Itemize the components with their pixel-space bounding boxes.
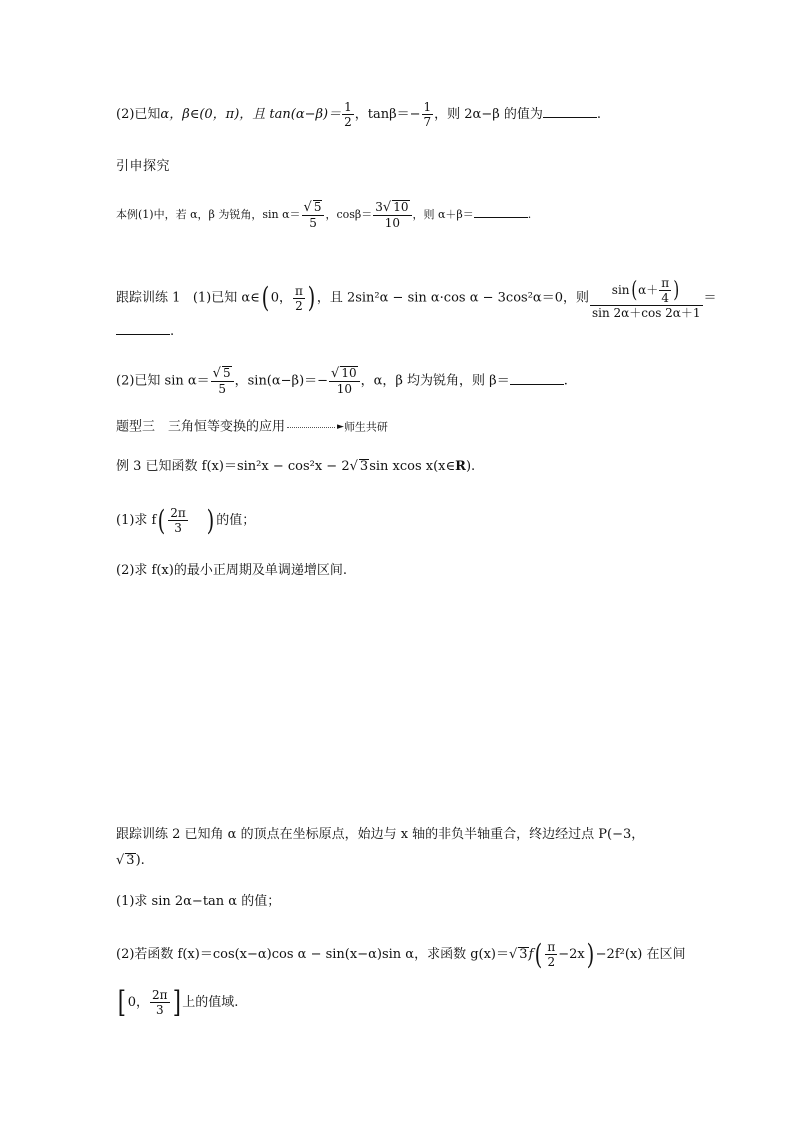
track1-eq: ＝ <box>703 290 717 306</box>
track2-q2-a: (2)若函数 f(x)＝cos(x−α)cos α − sin(x−α)sin α，求函数 g(x)＝ <box>116 947 509 962</box>
ex3-q1-den: 3 <box>174 521 182 535</box>
right-paren: ) <box>207 503 215 537</box>
track2-q2-minus2x: −2x <box>558 947 585 962</box>
track2-q2-c: 上的值域. <box>182 995 239 1010</box>
track1-q2-sqrt5: 5 <box>222 366 231 380</box>
q2-label: (2)已知 <box>116 107 161 122</box>
track1-q2-end: . <box>563 373 568 389</box>
track1-q2-den10: 10 <box>336 382 352 396</box>
track2-q2-pi: π <box>547 940 556 954</box>
track2-q2-f: f <box>528 947 534 962</box>
track1-den: sin 2α＋cos 2α＋1 <box>591 306 701 320</box>
track1-q2-den5: 5 <box>218 382 226 396</box>
ext-text-b: ，cosβ＝ <box>325 208 373 221</box>
q2-text-a: α，β∈(0，π)，且 tan(α−β)＝ <box>160 107 342 122</box>
left-bracket: [ <box>117 984 126 1020</box>
track1-end: . <box>170 324 175 339</box>
example-3-question-2: (2)求 f(x)的最小正周期及单调递增区间. <box>116 563 347 578</box>
topic3-label: 题型三 三角恒等变换的应用 <box>116 419 286 435</box>
right-paren: ) <box>307 281 316 314</box>
track1-num-4: 4 <box>661 291 669 305</box>
track-training-2-cont: √ 3). <box>116 853 145 868</box>
track1-text-a: (1)已知 α∈ <box>192 290 260 306</box>
example-3-question-1 <box>116 503 256 537</box>
ext-den5: 5 <box>309 216 317 230</box>
ex3-b: sin xcos x(x∈ <box>369 459 456 474</box>
ext-sqrt5: 5 <box>313 200 322 214</box>
track1-q2-fraction-1: $\frac{√ 5}{5}$ <box>211 366 234 396</box>
track1-pi: π <box>294 283 303 298</box>
q2-frac2-den: 7 <box>423 115 432 129</box>
extension-question <box>116 200 531 230</box>
track1-question-2 <box>116 366 568 396</box>
track1-pi-over-2 <box>293 284 305 313</box>
left-paren: ( <box>158 503 166 537</box>
dotted-leader <box>287 427 335 428</box>
track1-zero: 0， <box>270 290 292 306</box>
track1-text-b: ，且 2sin²α − sin α·cos α − 3cos²α＝0，则 <box>316 290 589 306</box>
track-training-2 <box>116 826 644 844</box>
ex3-q1-b: 的值； <box>216 513 256 528</box>
ext-text-a: 本例(1)中，若 α，β 为锐角，sin α＝ <box>116 208 301 221</box>
ext-sqrt10: 10 <box>393 200 409 214</box>
ext-text-c: ，则 α＋β＝ <box>412 208 474 221</box>
q2-frac2-num: 1 <box>423 100 432 114</box>
track1-label: 跟踪训练 1 <box>116 290 181 306</box>
track1-answer-line <box>116 322 174 341</box>
track2-sqrt: 3 <box>126 853 135 868</box>
track2-question-2-cont <box>116 984 239 1020</box>
q2-end: . <box>596 107 602 122</box>
ex3-sqrt: 3 <box>359 459 369 474</box>
answer-blank <box>510 372 564 385</box>
q2-fraction <box>342 100 354 129</box>
track2-q2-zero: 0， <box>127 995 149 1010</box>
track1-q2-sqrt10: 10 <box>341 366 357 380</box>
left-paren: ( <box>261 281 270 314</box>
example-3: 例 3 已知函数 f(x)＝sin²x − cos²x − 2√ 3sin xcos x(x∈R). <box>116 459 476 474</box>
track2-q2-num: 2π <box>152 988 168 1002</box>
track2-end: ). <box>135 853 145 868</box>
topic3-tag: 师生共研 <box>343 420 388 434</box>
track1-num-b: α＋ <box>638 283 659 297</box>
arrow-icon: ► <box>337 422 344 432</box>
ext-fraction-2: $\frac{3√ 10}{10}$ <box>373 200 411 230</box>
q2-text-c: ，则 2α−β 的值为 <box>434 107 543 122</box>
track1-num-pi: π <box>661 276 670 290</box>
track2-q2-pi-over-2 <box>545 940 557 969</box>
ex3-q1-num: 2π <box>170 506 186 520</box>
track2-q2-fraction <box>150 988 170 1017</box>
track1-big-fraction: sin(α＋ $\frac{\pi}{4}$ ) sin 2α＋cos 2α＋1 <box>591 276 701 320</box>
track2-a: 跟踪训练 2 已知角 α 的顶点在坐标原点，始边与 x 轴的非负半轴重合，终边经过点 P(−3， <box>116 827 645 842</box>
ext-fraction-1: $\frac{√ 5}{5}$ <box>302 200 325 230</box>
q2-text-b: ，tanβ＝− <box>354 107 421 122</box>
ex3-c: ). <box>465 459 476 474</box>
track2-question-2: (2)若函数 f(x)＝cos(x−α)cos α − sin(x−α)sin α，求函数 g(x)＝√ 3f( $\frac{\pi}{2}$ −2x) −2f²(x) 在区间 <box>116 937 686 971</box>
track2-question-1: (1)求 sin 2α−tan α 的值； <box>116 894 281 909</box>
extension-heading: 引申探究 <box>116 159 171 174</box>
answer-blank <box>543 105 597 118</box>
ex3-q1-a: (1)求 f <box>116 513 157 528</box>
question-2 <box>116 100 601 129</box>
right-bracket: ] <box>172 984 181 1020</box>
ex3-R: R <box>455 459 466 474</box>
answer-blank <box>116 322 170 335</box>
ext-coef: 3 <box>375 200 383 214</box>
track2-q2-den: 3 <box>155 1003 164 1017</box>
track2-q2-sqrt: 3 <box>519 947 528 962</box>
ext-end: . <box>527 208 532 221</box>
ex3-a: 例 3 已知函数 f(x)＝sin²x − cos²x − 2 <box>116 459 350 474</box>
ext-den10: 10 <box>384 216 401 230</box>
track2-q2-two: 2 <box>547 955 556 969</box>
track1-two: 2 <box>295 298 303 313</box>
ex3-q1-fraction <box>168 506 188 535</box>
track-training-1 <box>116 276 717 320</box>
q2-fraction-2 <box>422 100 434 129</box>
topic-3-heading <box>116 418 388 437</box>
q2-frac-den: 2 <box>344 115 352 129</box>
track2-q2-b: −2f²(x) 在区间 <box>595 947 686 962</box>
track1-q2-a: (2)已知 sin α＝ <box>116 373 210 389</box>
left-paren: ( <box>535 937 543 971</box>
track1-num-sin: sin <box>611 283 630 297</box>
q2-frac-num: 1 <box>344 100 352 114</box>
right-paren: ) <box>586 937 595 971</box>
track1-q2-b: ，sin(α−β)＝− <box>234 373 329 389</box>
track1-q2-c: ，α，β 均为锐角，则 β＝ <box>360 373 510 389</box>
answer-blank <box>474 205 528 218</box>
track1-q2-fraction-2: $\frac{√ 10}{10}$ <box>329 366 360 396</box>
